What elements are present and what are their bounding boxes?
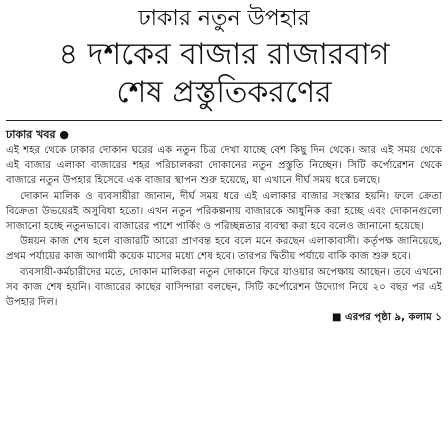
footer-line (6, 310, 442, 325)
article-paragraph: উন্নয়ন কাজ শেষ হলে বাজারটি আরো প্রাণবন্ত হবে বলে মনে করছেন এলাকাবাসী। কর্তৃপক্ষ জানিয়েছে, প্রথম পর্যায়ের কাজ আগামী কয়েক মাসের মধ্যে শেষ হবে। তারপর দ্বিতীয় পর্যায়ে বাকি কাজ শুরু হবে। (6, 236, 442, 263)
divider (6, 120, 442, 121)
article-paragraph: এই শহর থেকে ঢাকার দোকান ঘরের এক নতুন চিত্র দেখা যাচ্ছে বেশ কিছু দিন থেকে। আর এই সময় থেকে এই বাজার এলাকা বাজারের শহর পরিচালকরা দোকানের নতুন প্রস্তুতি নিচ্ছেন। সিটি কর্পোরেশন থেকে বাজারে নতুন উপহার হিসেবে এক বাজার স্থাপন শুরু হয়েছে, যা এখানে দীর্ঘ সময় ধরে চলছে। (6, 145, 442, 187)
headline-line-1: ৪ দশকের বাজার রাজারবাগ (58, 37, 390, 72)
byline: ঢাকার খবর ● (6, 128, 70, 141)
continued-notice: ■ এরপর পৃষ্ঠা ৯, কলাম ১ (331, 312, 442, 324)
article-paragraph: দোকান মালিক ও ব্যবসায়ীরা জানান, দীর্ঘ সময় ধরে এই এলাকার বাজার সংস্কার হয়নি। ফলে ক্রেতা বিক্রেতা উভয়েরই অসুবিধা হতো। এখন নতুন পরিকল্পনায় বাজারকে আধুনিক করা হচ্ছে এবং দোকানগুলো সাজানো হচ্ছে নতুনভাবে। বাজারের পাশে পার্কিং ও পরিচ্ছন্নতার ব্যবস্থা করা হবে বলেও জানানো হয়েছে। (6, 190, 442, 233)
kicker-headline: ঢাকার নতুন উপহার (138, 6, 310, 31)
article-paragraph: ব্যবসায়ী-কর্মচারীদের মতে, দোকান মালিকরা নতুন দোকানে ফিরে যাওয়ার অপেক্ষায় আছেন। তবে এখনো সব কাজ শেষ হয়নি। বাজারের কাছের বাসিন্দারা বলছেন, সিটি কর্পোরেশন উদ্যোগ নিয়ে ২০ বছর পর এই উপহার দিল। (6, 266, 442, 309)
headline-line-2: শেষ প্রস্তুতিকরণের (116, 75, 332, 110)
